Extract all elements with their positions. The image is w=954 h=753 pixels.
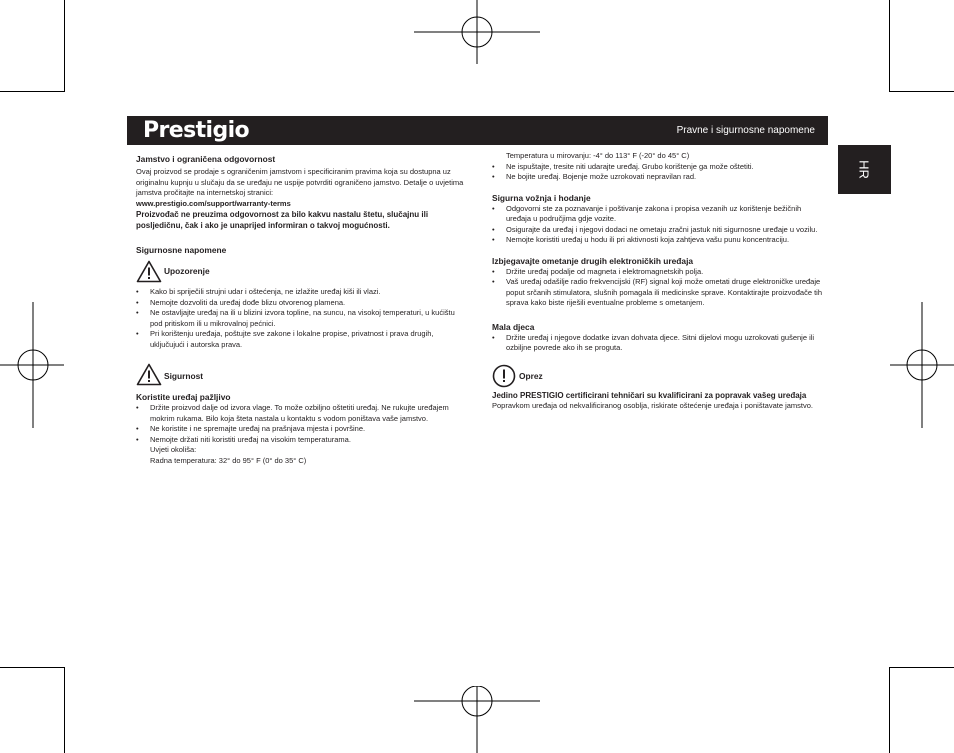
warning-row (136, 260, 466, 283)
interference-list (492, 267, 827, 309)
safety-label: Sigurnost (164, 371, 204, 381)
environment-label: Uvjeti okoliša: (150, 445, 197, 454)
driving-list (492, 204, 827, 246)
list-item: • Držite proizvod dalje od izvora vlage. To može ozbiljno oštetiti uređaj. Ne rukujte uređajem mokrim rukama. Bilo koja šteta nastala u kontaktu s vodom poništava vaše jamstvo. (136, 403, 466, 424)
crop-mark (889, 667, 954, 668)
warning-list (136, 287, 466, 350)
caution-note: Jedino PRESTIGIO certificirani tehničari su kvalificirani za popravak vašeg uređaja (492, 390, 807, 400)
safety-list (136, 403, 466, 445)
prestigio-logo: Prestigio (143, 118, 250, 143)
crop-mark (889, 91, 954, 92)
language-code: HR (856, 160, 872, 179)
caution-row (492, 364, 827, 388)
storage-temperature: Temperatura u mirovanju: -4° do 113° F (-20° do 45° C) (506, 151, 690, 160)
crop-mark (0, 91, 65, 92)
handling-list (492, 162, 827, 183)
operating-temperature: Radna temperatura: 32° do 95° F (0° do 35° C) (150, 455, 307, 465)
registration-mark-icon (414, 686, 540, 753)
registration-mark-icon (414, 0, 540, 64)
children-list (492, 333, 827, 354)
crop-mark (64, 667, 65, 753)
list-item: • Držite uređaj podalje od magneta i elektromagnetskih polja. (492, 267, 827, 278)
list-item: • Kako bi spriječili strujni udar i oštećenja, ne izlažite uređaj kiši ili vlazi. (136, 287, 466, 298)
safety-notes-heading: Sigurnosne napomene (136, 245, 227, 255)
children-heading: Mala djeca (492, 321, 535, 332)
list-item: • Pri korištenju uređaja, poštujte sve zakone i lokalne propise, privatnost i prava drugih, uključujući i autorska prava. (136, 329, 466, 350)
list-item: • Osigurajte da uređaj i njegovi dodaci ne ometaju zračni jastuk niti sigurnosne uređaje u vozilu. (492, 225, 827, 236)
liability-note: Proizvođač ne preuzima odgovornost za bilo kakvu nastalu štetu, slučajnu ili posljedičnu, čak i ako je unaprijed informiran o takvoj mogućnosti. (136, 210, 429, 230)
list-item: • Držite uređaj i njegove dodatke izvan dohvata djece. Sitni dijelovi mogu uzrokovati gušenje ili ozbiljne povrede ako ih se proguta. (492, 333, 827, 354)
list-item: • Ne bojite uređaj. Bojenje može uzrokovati nepravilan rad. (492, 172, 827, 183)
driving-heading: Sigurna vožnja i hodanje (492, 192, 591, 203)
crop-mark (889, 667, 890, 753)
right-column (492, 151, 827, 411)
list-item: • Nemojte držati niti koristiti uređaj na visokim temperaturama. (136, 435, 466, 446)
warning-triangle-icon (136, 363, 162, 386)
caution-text: Popravkom uređaja od nekvalificiranog osoblja, riskirate oštećenje uređaja i poništavate jamstvo. (492, 400, 814, 410)
crop-mark (889, 0, 890, 92)
language-tab (838, 145, 891, 194)
list-item: • Odgovorni ste za poznavanje i poštivanje zakona i propisa vezanih uz korištenje bežičnih uređaja u područjima gdje vozite. (492, 204, 827, 225)
registration-mark-icon (0, 302, 64, 428)
list-item: • Ne koristite i ne spremajte uređaj na prašnjava mjesta i površine. (136, 424, 466, 435)
warning-triangle-icon (136, 260, 162, 283)
header-bar (127, 116, 828, 145)
list-item: • Nemojte koristiti uređaj u hodu ili pri aktivnosti koja zahtjeva vašu punu koncentraciju. (492, 235, 827, 246)
safety-subheading: Koristite uređaj pažljivo (136, 392, 231, 402)
caution-label: Oprez (519, 370, 543, 381)
list-item: • Ne ostavljajte uređaj na ili u blizini izvora topline, na suncu, na visokoj temperaturi, u kućištu pod pritiskom ili u mikrovalnoj pećnici. (136, 308, 466, 329)
crop-mark (0, 667, 65, 668)
safety-row (136, 363, 466, 386)
crop-mark (64, 0, 65, 92)
warranty-url[interactable]: www.prestigio.com/support/warranty-terms (136, 198, 291, 208)
list-item: • Vaš uređaj odašilje radio frekvencijski (RF) signal koji može ometati druge elektroničke uređaje poput srčanih stimulatora, slušnih pomagala ili medicinske sprave. Kontaktirajte proizvođače tih sprava kako biste riješili eventualne probleme s ometanjem. (492, 277, 827, 309)
warning-label: Upozorenje (164, 266, 210, 276)
warranty-text: Ovaj proizvod se prodaje s ograničenim jamstvom i specificiranim pravima koja su dostupna uz originalnu kupnju u slučaju da se uređaju ne uspije potvrditi ograničeno jamstvo. Detalje o uvjetima jamstva pročitajte na internetskoj stranici: (136, 167, 464, 197)
left-column (136, 154, 466, 466)
section-title: Pravne i sigurnosne napomene (676, 125, 815, 136)
exclamation-circle-icon (492, 364, 516, 388)
interference-heading: Izbjegavajte ometanje drugih elektroničkih uređaja (492, 255, 694, 266)
registration-mark-icon (890, 302, 954, 428)
list-item: • Ne ispuštajte, tresite niti udarajte uređaj. Grubo korištenje ga može oštetiti. (492, 162, 827, 173)
warranty-heading: Jamstvo i ograničena odgovornost (136, 154, 276, 164)
list-item: • Nemojte dozvoliti da uređaj dođe blizu otvorenog plamena. (136, 298, 466, 309)
